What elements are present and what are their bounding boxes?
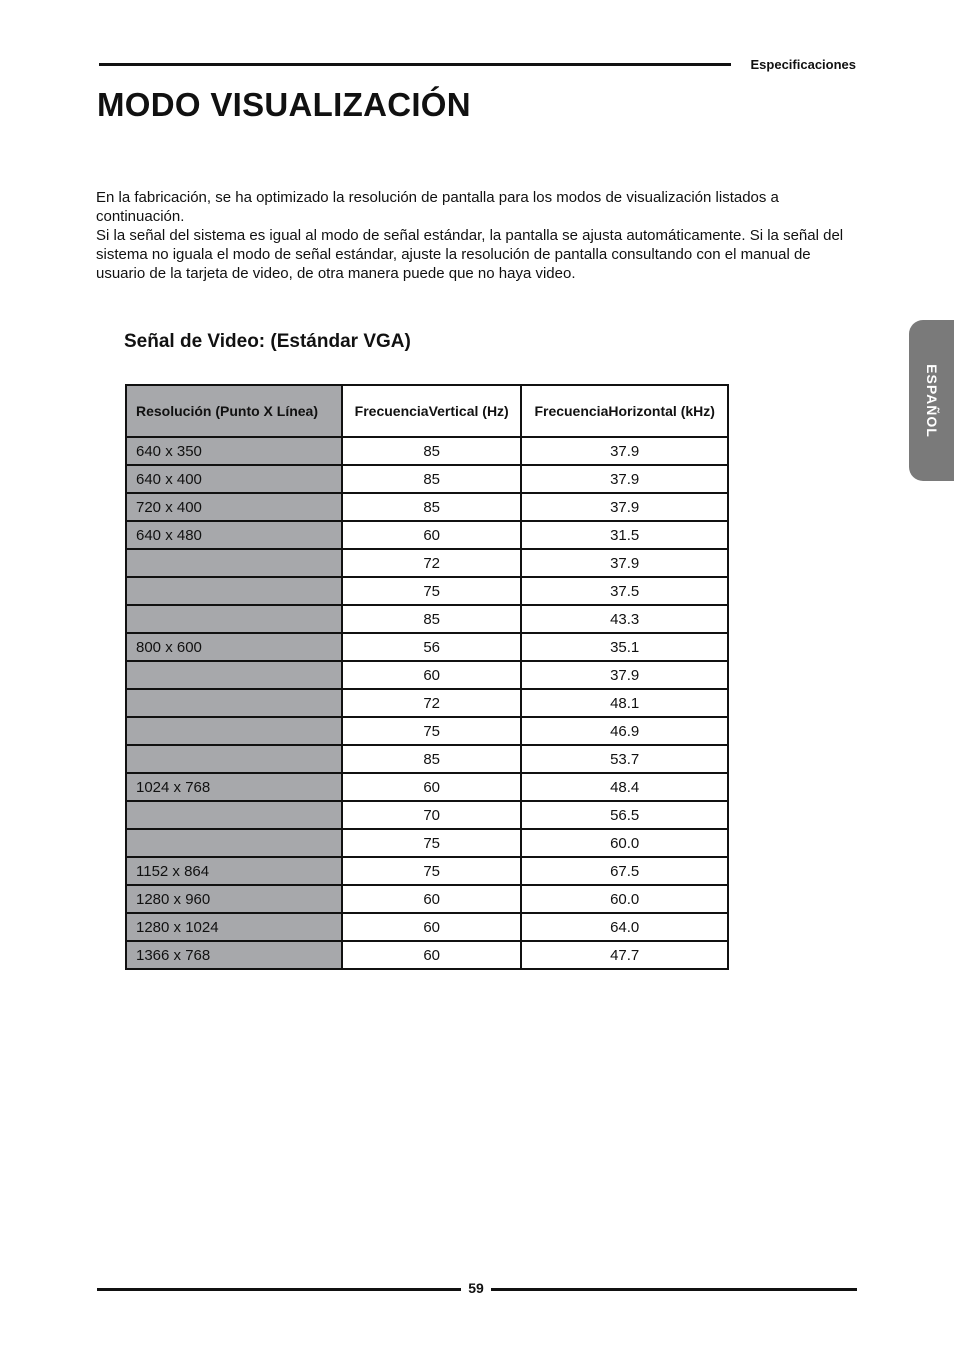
- cell-vertical-frequency: 60: [342, 521, 521, 549]
- cell-vertical-frequency: 60: [342, 913, 521, 941]
- table-header-row: [126, 385, 728, 437]
- table-row: [126, 689, 728, 717]
- cell-vertical-frequency: 60: [342, 885, 521, 913]
- cell-horizontal-frequency: 64.0: [521, 913, 728, 941]
- table-row: [126, 745, 728, 773]
- cell-resolution: 720 x 400: [126, 493, 342, 521]
- table-row: [126, 521, 728, 549]
- cell-resolution: [126, 745, 342, 773]
- cell-vertical-frequency: 75: [342, 717, 521, 745]
- header-horizontal-frequency: FrecuenciaHorizontal (kHz): [521, 385, 728, 437]
- table-row: [126, 857, 728, 885]
- cell-vertical-frequency: 75: [342, 829, 521, 857]
- table-body: [126, 437, 728, 969]
- table-row: [126, 661, 728, 689]
- table-row: [126, 941, 728, 969]
- table-row: [126, 549, 728, 577]
- table-row: [126, 885, 728, 913]
- cell-horizontal-frequency: 46.9: [521, 717, 728, 745]
- cell-vertical-frequency: 72: [342, 549, 521, 577]
- cell-horizontal-frequency: 47.7: [521, 941, 728, 969]
- table-row: [126, 829, 728, 857]
- cell-vertical-frequency: 56: [342, 633, 521, 661]
- table-row: [126, 605, 728, 633]
- page-number: 59: [468, 1280, 484, 1296]
- cell-resolution: 1152 x 864: [126, 857, 342, 885]
- cell-horizontal-frequency: 43.3: [521, 605, 728, 633]
- cell-horizontal-frequency: 37.9: [521, 661, 728, 689]
- footer-rule-left: [97, 1288, 461, 1291]
- cell-vertical-frequency: 72: [342, 689, 521, 717]
- header-vertical-frequency: FrecuenciaVertical (Hz): [342, 385, 521, 437]
- cell-vertical-frequency: 70: [342, 801, 521, 829]
- language-tab-label: ESPAÑOL: [923, 363, 940, 438]
- cell-vertical-frequency: 85: [342, 605, 521, 633]
- cell-resolution: [126, 605, 342, 633]
- table-subtitle: Señal de Video: (Estándar VGA): [124, 331, 411, 352]
- cell-vertical-frequency: 60: [342, 661, 521, 689]
- cell-resolution: [126, 577, 342, 605]
- cell-horizontal-frequency: 60.0: [521, 829, 728, 857]
- table-row: [126, 717, 728, 745]
- display-modes-table: [125, 384, 729, 970]
- table-row: [126, 801, 728, 829]
- cell-horizontal-frequency: 37.9: [521, 549, 728, 577]
- cell-resolution: [126, 689, 342, 717]
- cell-resolution: 640 x 350: [126, 437, 342, 465]
- cell-resolution: [126, 549, 342, 577]
- intro-paragraph-2: Si la señal del sistema es igual al modo de señal estándar, la pantalla se ajusta automáticamente. Si la señal del sistema no iguala el modo de señal estándar, ajuste la resolución de pantalla consultando con el manual de usuario de la tarjeta de video, de otra manera puede que no haya video.: [96, 227, 844, 282]
- section-label: Especificaciones: [750, 57, 856, 72]
- language-tab: [909, 320, 954, 481]
- cell-vertical-frequency: 85: [342, 437, 521, 465]
- cell-horizontal-frequency: 35.1: [521, 633, 728, 661]
- table-row: [126, 577, 728, 605]
- page-title: MODO VISUALIZACIÓN: [97, 86, 471, 123]
- table-row: [126, 437, 728, 465]
- cell-vertical-frequency: 85: [342, 465, 521, 493]
- cell-vertical-frequency: 85: [342, 745, 521, 773]
- cell-horizontal-frequency: 53.7: [521, 745, 728, 773]
- cell-resolution: 1024 x 768: [126, 773, 342, 801]
- cell-horizontal-frequency: 67.5: [521, 857, 728, 885]
- header-resolution: Resolución (Punto X Línea): [126, 385, 342, 437]
- cell-resolution: 1366 x 768: [126, 941, 342, 969]
- cell-horizontal-frequency: 48.1: [521, 689, 728, 717]
- table-row: [126, 493, 728, 521]
- footer-rule-right: [491, 1288, 857, 1291]
- table-row: [126, 633, 728, 661]
- table-row: [126, 773, 728, 801]
- intro-text: [96, 188, 856, 283]
- cell-resolution: 640 x 480: [126, 521, 342, 549]
- cell-horizontal-frequency: 37.9: [521, 493, 728, 521]
- table-row: [126, 465, 728, 493]
- cell-resolution: 1280 x 960: [126, 885, 342, 913]
- header-rule: [99, 63, 731, 66]
- cell-resolution: 800 x 600: [126, 633, 342, 661]
- cell-resolution: [126, 801, 342, 829]
- cell-vertical-frequency: 60: [342, 941, 521, 969]
- cell-resolution: 640 x 400: [126, 465, 342, 493]
- cell-vertical-frequency: 85: [342, 493, 521, 521]
- cell-vertical-frequency: 75: [342, 577, 521, 605]
- cell-resolution: [126, 829, 342, 857]
- cell-vertical-frequency: 75: [342, 857, 521, 885]
- cell-horizontal-frequency: 60.0: [521, 885, 728, 913]
- cell-resolution: [126, 717, 342, 745]
- cell-horizontal-frequency: 56.5: [521, 801, 728, 829]
- cell-horizontal-frequency: 48.4: [521, 773, 728, 801]
- cell-resolution: [126, 661, 342, 689]
- cell-horizontal-frequency: 37.5: [521, 577, 728, 605]
- cell-resolution: 1280 x 1024: [126, 913, 342, 941]
- table-row: [126, 913, 728, 941]
- intro-paragraph-1: En la fabricación, se ha optimizado la resolución de pantalla para los modos de visualización listados a continuación.: [96, 189, 779, 225]
- cell-horizontal-frequency: 37.9: [521, 437, 728, 465]
- cell-horizontal-frequency: 31.5: [521, 521, 728, 549]
- cell-horizontal-frequency: 37.9: [521, 465, 728, 493]
- cell-vertical-frequency: 60: [342, 773, 521, 801]
